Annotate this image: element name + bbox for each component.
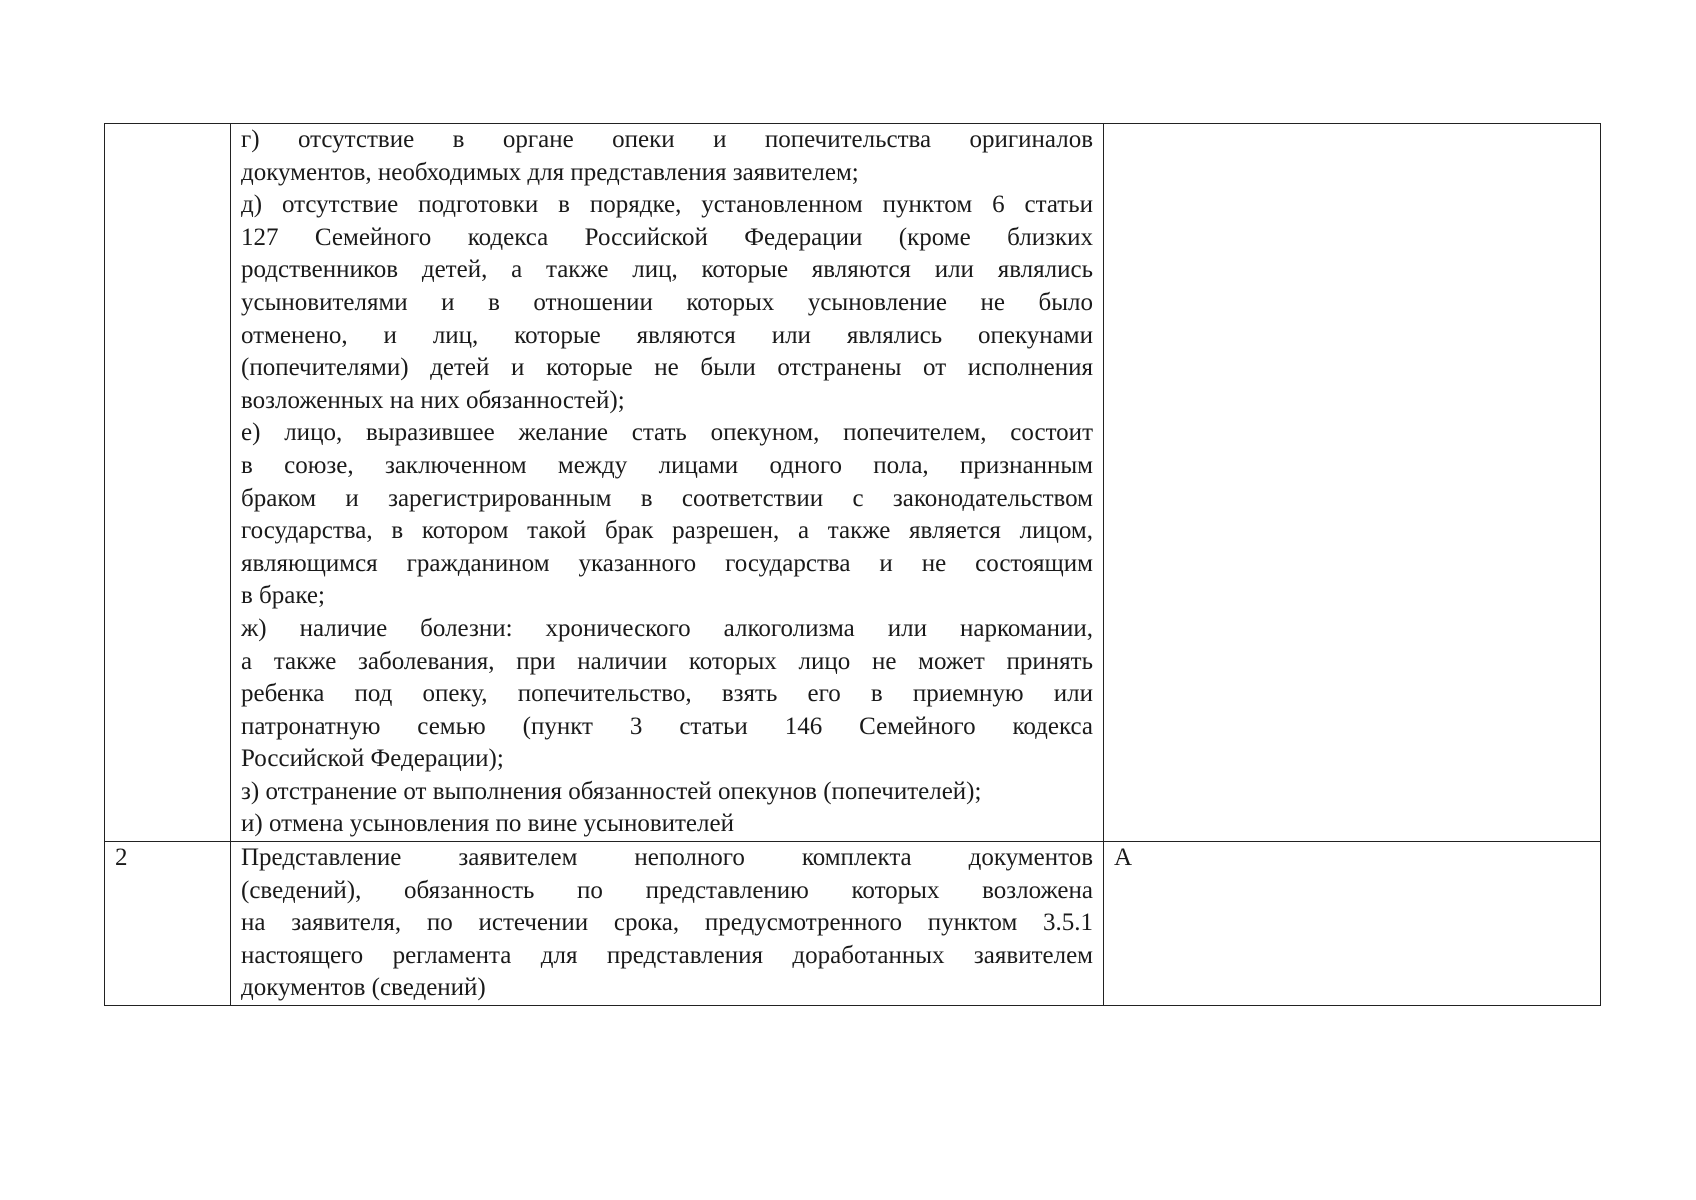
text-line: г) отсутствие в органе опеки и попечительства оригиналов [241, 126, 1093, 153]
text-line: усыновителями и в отношении которых усыновление не было [241, 288, 1093, 316]
table-body [105, 124, 1601, 1006]
text-line: Российской Федерации); [241, 745, 504, 773]
text-line: (попечителями) детей и которые не были отстранены от исполнения [241, 354, 1093, 382]
table-row [105, 842, 1601, 1006]
text-line: в браке; [241, 582, 325, 610]
text-line: ж) наличие болезни: хронического алкоголизма или наркомании, [241, 614, 1093, 642]
text-line: з) отстранение от выполнения обязанностей опекунов (попечителей); [241, 777, 982, 805]
row-text-cell [231, 124, 1104, 842]
text-line: документов, необходимых для представления заявителем; [241, 158, 859, 186]
text-line: государства, в котором такой брак разрешен, а также является лицом, [241, 517, 1093, 545]
row-note: А [1114, 844, 1133, 872]
text-line: (сведений), обязанность по представлению которых возложена [241, 876, 1093, 904]
row-number-cell [105, 842, 231, 1006]
text-line: патронатную семью (пункт 3 статьи 146 Семейного кодекса [241, 712, 1093, 740]
row-text [241, 842, 1093, 1005]
row-text-cell [231, 842, 1104, 1006]
text-line: 127 Семейного кодекса Российской Федерации (кроме близких [241, 223, 1093, 251]
text-line: ребенка под опеку, попечительство, взять его в приемную или [241, 680, 1093, 708]
text-line: являющимся гражданином указанного государства и не состоящим [241, 549, 1093, 577]
text-line: отменено, и лиц, которые являются или являлись опекунами [241, 321, 1093, 349]
text-line: а также заболевания, при наличии которых лицо не может принять [241, 647, 1093, 675]
row-note-cell [1104, 842, 1601, 1006]
grounds-table [104, 123, 1601, 1006]
table-row [105, 124, 1601, 842]
row-note-cell [1104, 124, 1601, 842]
text-line: настоящего регламента для представления доработанных заявителем [241, 941, 1093, 969]
text-line: е) лицо, выразившее желание стать опекуном, попечителем, состоит [241, 419, 1093, 447]
text-line: документов (сведений) [241, 974, 486, 1002]
text-line: возложенных на них обязанностей); [241, 386, 625, 414]
text-line: на заявителя, по истечении срока, предусмотренного пунктом 3.5.1 [241, 909, 1093, 937]
row-text [241, 124, 1093, 841]
text-line: родственников детей, а также лиц, которые являются или являлись [241, 256, 1093, 284]
row-number-cell [105, 124, 231, 842]
row-number: 2 [115, 844, 128, 872]
text-line: д) отсутствие подготовки в порядке, установленном пунктом 6 статьи [241, 191, 1093, 219]
text-line: Представление заявителем неполного комплекта документов [241, 844, 1093, 872]
text-line: в союзе, заключенном между лицами одного пола, признанным [241, 451, 1093, 479]
text-line: браком и зарегистрированным в соответствии с законодательством [241, 484, 1093, 512]
text-line: и) отмена усыновления по вине усыновителей [241, 810, 734, 838]
